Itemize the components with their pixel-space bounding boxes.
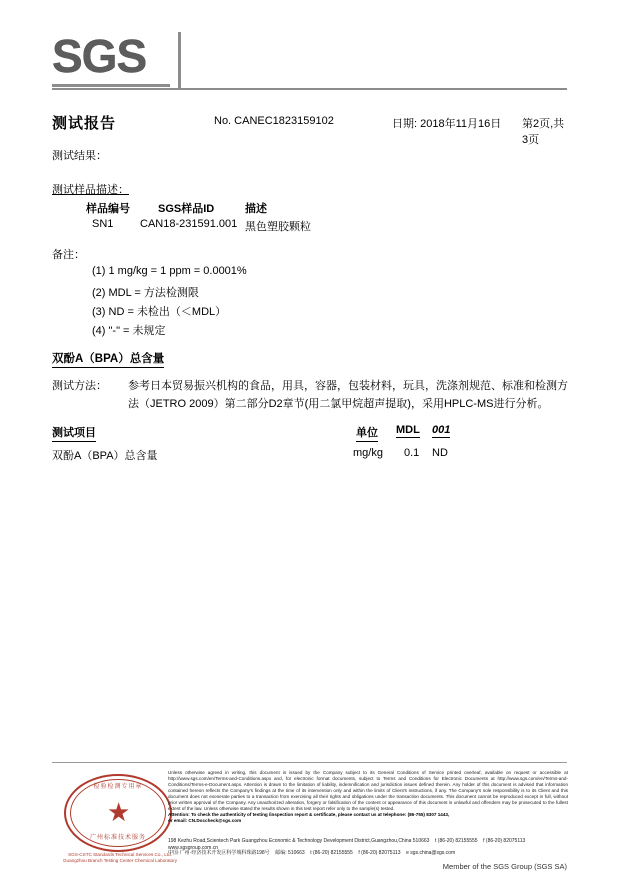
result-row-item: 双酚A（BPA）总含量 <box>52 450 158 462</box>
address-chinese <box>168 850 568 857</box>
stamp-bottom-text: 广州标准技术服务 <box>89 835 146 841</box>
sgs-logo-text: SGS <box>52 30 147 82</box>
remark-item: (4) "-" = 未规定 <box>92 325 166 337</box>
result-column-unit: 单位 <box>356 424 378 442</box>
sample-column-id: SGS样品ID <box>158 203 215 215</box>
result-column-sample-001: 001 <box>432 424 451 436</box>
result-row-unit: mg/kg <box>353 447 383 459</box>
address-cn-text: 中国·广州·经济技术开发区科学城科珠路198号 <box>168 850 270 856</box>
footer-divider <box>52 762 567 763</box>
logo-underline <box>52 84 170 87</box>
sample-column-no: 样品编号 <box>86 203 130 215</box>
method-label: 测试方法： <box>52 380 107 392</box>
method-text-line2: 法（JETRO 2009）第二部分D2章节(用二氯甲烷超声提取)，采用HPLC-MS进行分析。 <box>128 398 549 410</box>
page-title: 测试报告 <box>52 115 117 132</box>
legal-disclaimer <box>168 770 568 824</box>
stamp-top-text: 检验检测专用章 <box>93 784 143 790</box>
stamp-en-line2: Guangzhou Branch Testing Center Chemical Laboratory <box>62 858 178 863</box>
address-cn-zip: 邮编: 510663 <box>275 850 305 856</box>
header-divider <box>52 88 567 90</box>
legal-text: Unless otherwise agreed in writing, this document is issued by the Company subject to its General Conditions of Service printed overleaf, available on request or accessible at http://www.sgs.com/en/Terms-and-Conditions.aspx and, for electronic format documents, subject to Terms and Conditions for Electronic Documents at http://www.sgs.com/en/Terms-and-Conditions/Terms-e-Document.aspx. Attention is drawn to the limitation of liability, indemnification and jurisdiction issues defined therein. Any holder of this document is advised that information contained hereon reflects the Company's findings at the time of its intervention only and within the limits of Client's instructions, if any. The Company's sole responsibility is to its Client and this document does not exonerate parties to a transaction from exercising all their rights and obligations under the transaction documents. This document cannot be reproduced except in full, without prior written approval of the Company. Any unauthorized alteration, forgery or falsification of the content or appearance of this document is unlawful and offenders may be prosecuted to the fullest extent of the law. Unless otherwise stated the results shown in this test report refer only to the sample(s) tested. <box>168 770 568 811</box>
result-row-mdl: 0.1 <box>404 447 420 459</box>
title-row <box>52 112 567 146</box>
star-icon: ★ <box>107 797 131 827</box>
section-heading-bpa: 双酚A（BPA）总含量 <box>52 350 164 368</box>
remark-item: (1) 1 mg/kg = 1 ppm = 0.0001% <box>92 265 247 277</box>
address-cn-mail: e sgs.china@sgs.com <box>406 850 456 856</box>
address-en-web: www.sgsgroup.com.cn <box>168 845 219 851</box>
results-label: 测试结果： <box>52 150 107 162</box>
result-row-value: ND <box>432 447 448 459</box>
address-cn-fax: f (86-20) 82075113 <box>358 850 401 856</box>
result-column-item: 测试项目 <box>52 424 96 442</box>
company-stamp <box>60 772 178 862</box>
report-number: No. CANEC1823159102 <box>214 115 334 127</box>
sample-row-desc: 黑色塑胶颗粒 <box>245 221 311 233</box>
sample-description-label: 测试样品描述： <box>52 184 129 196</box>
attention-line2: or email: CN.Doccheck@sgs.com <box>168 818 242 823</box>
remark-item: (2) MDL = 方法检测限 <box>92 287 199 299</box>
address-cn-tel: t (86-20) 82155555 <box>310 850 353 856</box>
result-column-mdl: MDL <box>396 424 420 436</box>
report-date: 日期: 2018年11月16日 <box>392 118 502 130</box>
address-en-fax: f (86-20) 82075113 <box>483 838 526 844</box>
stamp-en-line1: SGS-CSTC Standards Technical Services Co., Ltd. <box>68 852 172 857</box>
sample-column-desc: 描述 <box>245 203 267 215</box>
logo-vertical-bar <box>178 32 181 88</box>
page-counter: 第2页,共3页 <box>522 118 565 146</box>
remarks-label: 备注： <box>52 249 85 261</box>
attention-line1: Attention: To check the authenticity of testing /inspection report & certificate, please contact us at telephone: (86-755) 8307 1443, <box>168 812 450 817</box>
method-text-line1: 参考日本贸易振兴机构的食品，用具，容器，包装材料，玩具，洗涤剂规范、标准和检测方 <box>128 380 568 392</box>
address-en-text: 198 Kezhu Road,Scientech Park Guangzhou Economic & Technology Development District,Guangzhou,China 510663 <box>168 838 430 844</box>
member-line: Member of the SGS Group (SGS SA) <box>442 862 567 871</box>
sample-row-no: SN1 <box>92 218 114 230</box>
address-en-tel: t (86-20) 82155555 <box>435 838 478 844</box>
sample-row-id: CAN18-231591.001 <box>140 218 238 230</box>
sgs-logo <box>52 32 182 88</box>
remark-item: (3) ND = 未检出（＜MDL） <box>92 306 227 318</box>
